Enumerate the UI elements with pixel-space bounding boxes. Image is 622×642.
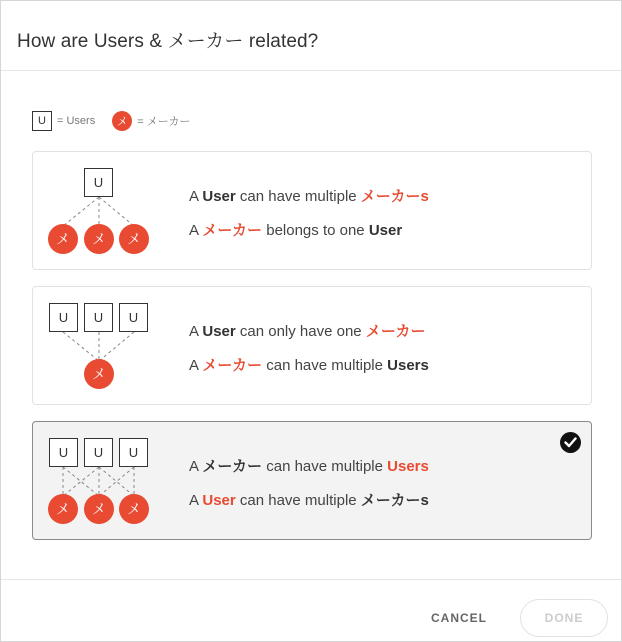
user-node: U xyxy=(49,303,78,332)
user-node: U xyxy=(119,303,148,332)
maker-node: メ xyxy=(84,359,114,389)
legend-user-symbol: U xyxy=(32,111,52,131)
option-one-to-many[interactable] xyxy=(32,151,592,270)
maker-node: メ xyxy=(48,494,78,524)
entity-user: Users xyxy=(387,357,429,374)
entity-maker: メーカー xyxy=(365,323,426,340)
text-segment: A xyxy=(189,458,203,475)
maker-node: メ xyxy=(119,494,149,524)
entity-user: Users xyxy=(387,458,429,475)
entity-user: User xyxy=(202,323,236,340)
user-node: U xyxy=(84,168,113,197)
entity-user: User xyxy=(202,188,236,205)
user-node: U xyxy=(49,438,78,467)
text-segment: A xyxy=(189,323,203,340)
entity-maker: メーカーs xyxy=(360,492,429,509)
dialog-title: How are Users & メーカー related? xyxy=(17,31,319,52)
dialog-header xyxy=(1,1,621,71)
entity-maker: メーカー xyxy=(202,458,263,475)
text-segment: A xyxy=(189,492,203,509)
text-segment: can have multiple xyxy=(235,492,361,509)
entity-maker: メーカー xyxy=(202,222,263,239)
text-segment: A xyxy=(189,357,203,374)
maker-node: メ xyxy=(84,224,114,254)
entity-maker: メーカー xyxy=(202,357,263,374)
cancel-button[interactable]: CANCEL xyxy=(419,599,499,637)
option-description-line xyxy=(189,455,429,476)
maker-node: メ xyxy=(119,224,149,254)
option-description-line xyxy=(189,320,426,341)
legend-maker-text: = メーカー xyxy=(137,116,191,128)
option-description-line xyxy=(189,185,429,206)
user-node: U xyxy=(84,303,113,332)
done-button[interactable]: DONE xyxy=(520,599,608,637)
entity-maker: メーカーs xyxy=(360,188,429,205)
maker-node: メ xyxy=(48,224,78,254)
text-segment: can have multiple xyxy=(262,357,388,374)
relation-diagram xyxy=(33,287,183,406)
legend-maker-symbol: メ xyxy=(112,111,132,131)
option-many-to-one[interactable] xyxy=(32,286,592,405)
text-segment: belongs to one xyxy=(262,222,369,239)
user-node: U xyxy=(119,438,148,467)
entity-user: User xyxy=(368,222,403,239)
option-description-line xyxy=(189,219,402,240)
text-segment: can only have one xyxy=(235,323,366,340)
text-segment: can have multiple xyxy=(235,188,361,205)
text-segment: can have multiple xyxy=(262,458,388,475)
option-description-line xyxy=(189,354,429,375)
relation-diagram xyxy=(33,152,183,271)
relation-diagram xyxy=(33,422,183,541)
entity-user: User xyxy=(202,492,236,509)
user-node: U xyxy=(84,438,113,467)
option-many-to-many[interactable] xyxy=(32,421,592,540)
text-segment: A xyxy=(189,222,203,239)
maker-node: メ xyxy=(84,494,114,524)
checkmark-icon xyxy=(560,432,581,453)
text-segment: A xyxy=(189,188,203,205)
dialog-footer xyxy=(1,579,621,641)
legend-user-text: = Users xyxy=(57,115,96,127)
option-description-line xyxy=(189,489,429,510)
legend xyxy=(32,110,207,132)
